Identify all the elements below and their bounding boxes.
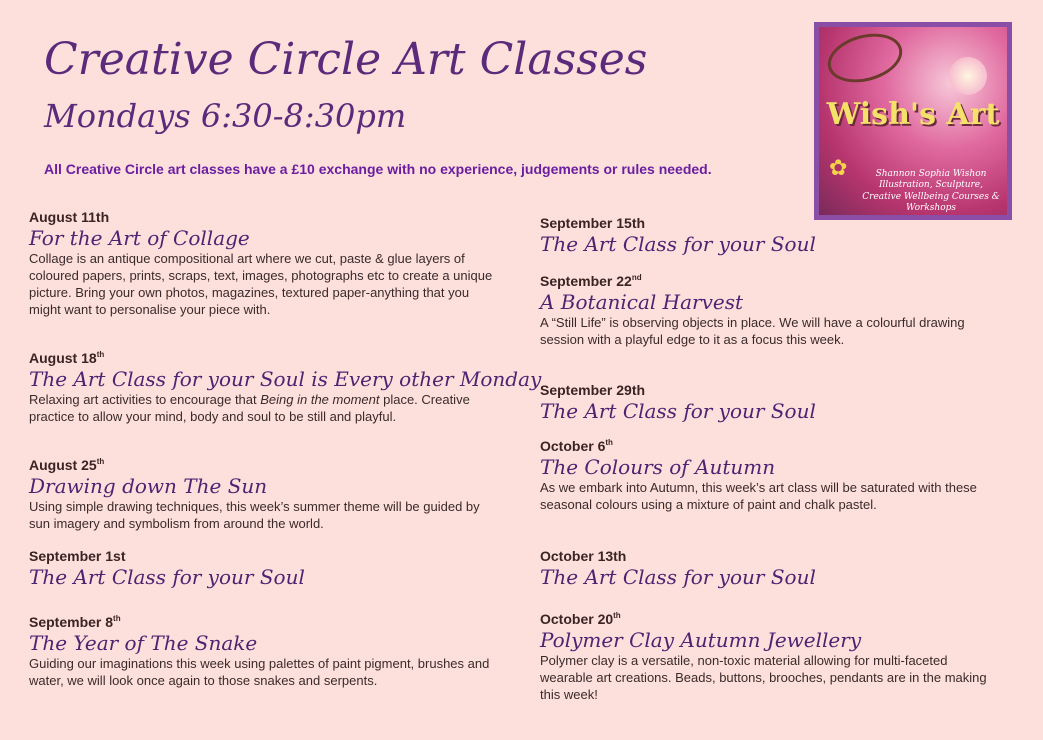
class-item-sep-29 (540, 382, 1000, 423)
page-title: Creative Circle Art Classes (44, 34, 648, 85)
class-description: Using simple drawing techniques, this week’s summer theme will be guided by sun imagery and symbolism from around the world. (29, 499, 480, 531)
class-name: Polymer Clay Autumn Jewellery (540, 628, 862, 652)
bee-icon: ✿ (829, 155, 848, 180)
class-description: As we embark into Autumn, this week’s art class will be saturated with these seasonal colours using a mixture of paint and chalk pastel. (540, 480, 977, 512)
class-description: A “Still Life” is observing objects in place. We will have a colourful drawing session with a playful edge to it as a focus this week. (540, 315, 965, 347)
class-name: The Year of The Snake (29, 631, 258, 655)
class-description: Guiding our imaginations this week using palettes of paint pigment, brushes and water, we will look once again to those snakes and serpents. (29, 656, 490, 688)
class-date: September 8th (29, 614, 121, 630)
class-description: Relaxing art activities to encourage that Being in the moment place. Creative practice to allow your mind, body and soul to be still and playful. (29, 392, 470, 424)
sun-decoration (949, 57, 987, 95)
class-item-sep-22 (540, 273, 1000, 348)
class-date: September 1st (29, 548, 126, 564)
logo-brand: Wish's Art (826, 97, 1000, 132)
class-item-sep-8 (29, 614, 499, 689)
class-item-aug-25 (29, 457, 499, 532)
class-date: August 18th (29, 350, 105, 366)
class-date: October 20th (540, 611, 621, 627)
class-date: August 25th (29, 457, 105, 473)
class-date: September 29th (540, 382, 646, 398)
class-name: The Art Class for your Soul (29, 565, 305, 589)
class-item-oct-13 (540, 548, 1000, 589)
wishs-art-logo (814, 22, 1012, 220)
class-name: A Botanical Harvest (540, 290, 744, 314)
class-name: For the Art of Collage (29, 226, 250, 250)
class-item-oct-20 (540, 611, 1000, 703)
class-description: Collage is an antique compositional art where we cut, paste & glue layers of coloured papers, prints, scraps, text, images, photographs etc to create a unique picture. Bring your own photos, magazines, textured paper-anything that you might want to personalise your piece with. (29, 251, 493, 317)
class-date: September 15th (540, 215, 646, 231)
class-name: The Art Class for your Soul (540, 399, 816, 423)
logo-byline (859, 169, 1003, 214)
class-name: The Art Class for your Soul (540, 565, 816, 589)
class-date: August 11th (29, 209, 110, 225)
logo-byline-name: Shannon Sophia Wishon (875, 169, 987, 179)
page-subtitle: Mondays 6:30-8:30pm (44, 97, 407, 135)
class-item-sep-15 (540, 215, 1000, 256)
tagline: All Creative Circle art classes have a £10 exchange with no experience, judgements or rules needed. (44, 161, 712, 177)
class-name: The Art Class for your Soul (540, 232, 816, 256)
class-name: The Art Class for your Soul is Every other Monday (29, 367, 542, 391)
class-description: Polymer clay is a versatile, non-toxic material allowing for multi-faceted wearable art creations. Beads, buttons, brooches, pendants are in the making this week! (540, 653, 987, 702)
logo-byline-services: Illustration, Sculpture, Creative Wellbeing Courses & Workshops (862, 180, 1000, 213)
class-date: September 22nd (540, 273, 642, 289)
class-name: The Colours of Autumn (540, 455, 776, 479)
class-item-oct-6 (540, 438, 1000, 513)
class-name: Drawing down The Sun (29, 474, 268, 498)
class-date: October 6th (540, 438, 613, 454)
swirl-decoration (822, 26, 907, 90)
class-item-sep-1 (29, 548, 499, 589)
class-date: October 13th (540, 548, 627, 564)
class-item-aug-11 (29, 209, 494, 318)
class-item-aug-18 (29, 350, 542, 425)
